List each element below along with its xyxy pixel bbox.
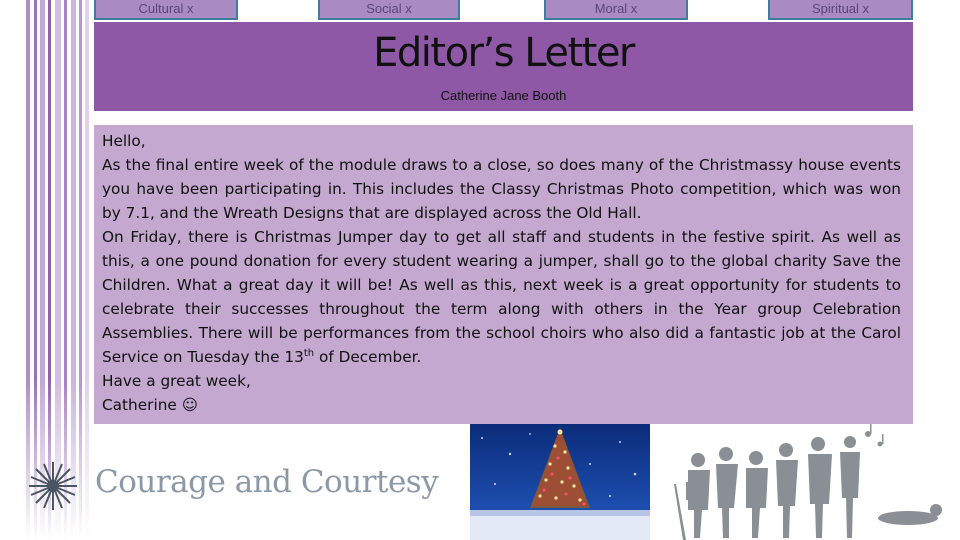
smiley-icon: ☺ [181,396,198,414]
tab-social [318,0,460,20]
page-title: Editor’s Letter [373,30,634,76]
signature-name: Catherine [102,396,177,414]
christmas-tree-photo [470,424,650,540]
paragraph-jumper-day [102,225,901,369]
greeting: Hello, [102,132,146,150]
tab-spiritual [768,0,913,20]
letter-body [94,125,913,424]
performers-silhouette-illustration [668,424,960,540]
tab-label: Social x [366,1,412,16]
tab-moral [544,0,688,20]
signature [102,393,901,417]
tab-cultural [94,0,238,20]
tab-label: Spiritual x [811,1,870,16]
tab-label: Cultural x [138,1,194,16]
author-name: Catherine Jane Booth [440,88,567,103]
ordinal-suffix: th [303,347,315,359]
paragraph-end: of December. [314,348,422,366]
paragraph-house-events: As the final entire week of the module draws to a close, so does many of the Christmassy house events you have been participating in. This includes the Classy Christmas Photo competition, which was won by 7.1, and the Wreath Designs that are displayed across the Old Hall. [102,156,901,222]
school-motto: Courage and Courtesy [95,464,439,500]
tab-label: Moral x [594,1,638,16]
paragraph-text: On Friday, there is Christmas Jumper day to get all staff and students in the festive spirit. As well as this, a one pound donation for every student wearing a jumper, shall go to the global charity Save the Children. What a great day it will be! As well as this, next week is a great opportunity for students to celebrate their successes throughout the term along with others in the Year group Celebration Assemblies. There will be performances from the school choirs who also did a fantastic job at the Carol Service on Tuesday the 13 [102,228,901,366]
closing: Have a great week, [102,372,251,390]
